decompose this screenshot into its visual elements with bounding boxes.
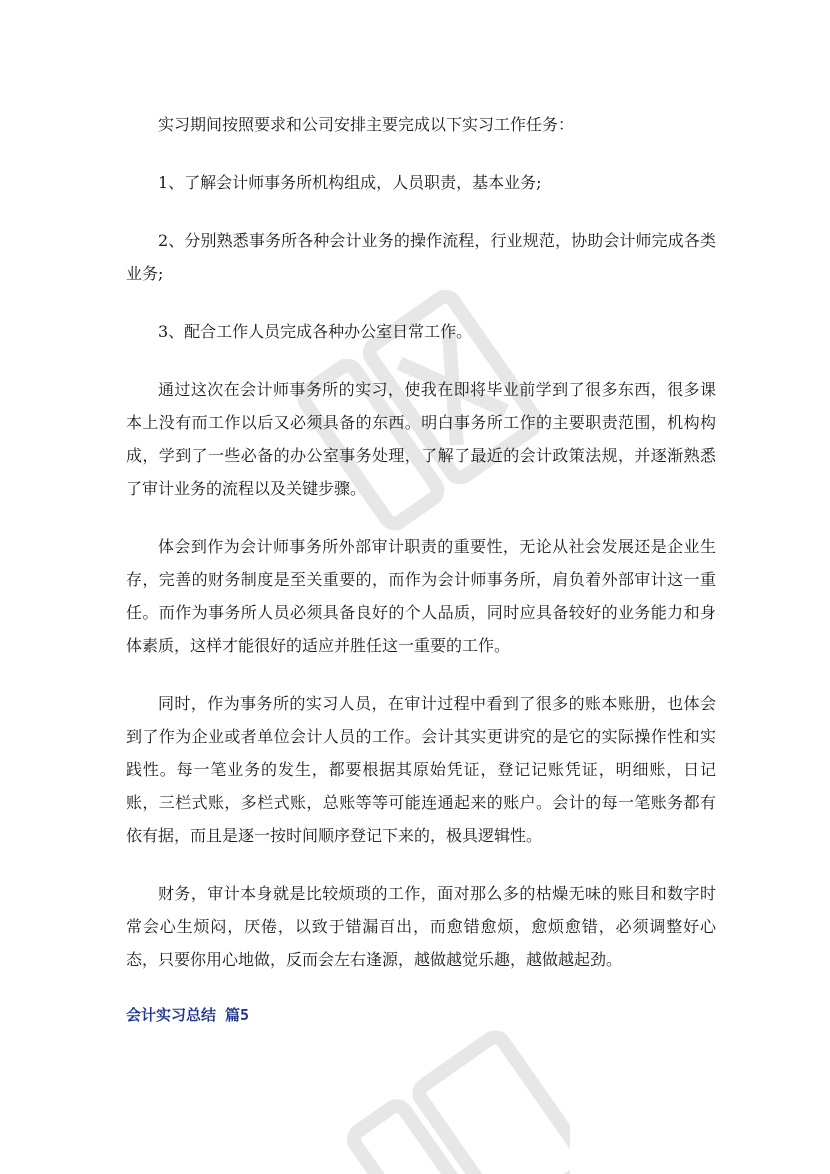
body-paragraph-3: 同时，作为事务所的实习人员，在审计过程中看到了很多的账本账册，也体会到了作为企业或者单位会计人员的工作。会计其实更讲究的是它的实际操作性和实践性。每一笔业务的发生，都要根据其原始凭证，登记记账凭证，明细账，日记账，三栏式账，多栏式账，总账等等可能连通起来的账户。会计的每一笔账务都有依有据，而且是逐一按时间顺序登记下来的，极具逻辑性。 — [126, 694, 716, 845]
body-paragraph-2: 体会到作为会计师事务所外部审计职责的重要性，无论从社会发展还是企业生存，完善的财务制度是至关重要的，而作为会计师事务所，肩负着外部审计这一重任。而作为事务所人员必须具备良好的个人品质，同时应具备较好的业务能力和身体素质，这样才能很好的适应并胜任这一重要的工作。 — [126, 537, 716, 655]
task-item-1: 1、了解会计师事务所机构组成，人员职责，基本业务; — [158, 173, 542, 192]
intro-paragraph: 实习期间按照要求和公司安排主要完成以下实习工作任务： — [158, 115, 575, 134]
task-item-2: 2、分别熟悉事务所各种会计业务的操作流程，行业规范，协助会计师完成各类业务; — [126, 231, 716, 283]
body-paragraph-1: 通过这次在会计师事务所的实习，使我在即将毕业前学到了很多东西，很多课本上没有而工作以后又必须具备的东西。明白事务所工作的主要职责范围，机构构成，学到了一些必备的办公室事务处理，了解了最近的会计政策法规，并逐渐熟悉了审计业务的流程以及关键步骤。 — [126, 380, 716, 498]
body-paragraph-4: 财务，审计本身就是比较烦琐的工作，面对那么多的枯燥无味的账目和数字时常会心生烦闷，厌倦，以致于错漏百出，而愈错愈烦，愈烦愈错，必须调整好心态，只要你用心地做，反而会左右逢源，越做越觉乐趣，越做越起劲。 — [126, 884, 716, 969]
document-body — [126, 108, 716, 1027]
section-heading: 会计实习总结 篇5 — [126, 1006, 250, 1024]
watermark-icon — [330, 1020, 570, 1174]
task-item-3: 3、配合工作人员完成各种办公室日常工作。 — [158, 322, 473, 341]
